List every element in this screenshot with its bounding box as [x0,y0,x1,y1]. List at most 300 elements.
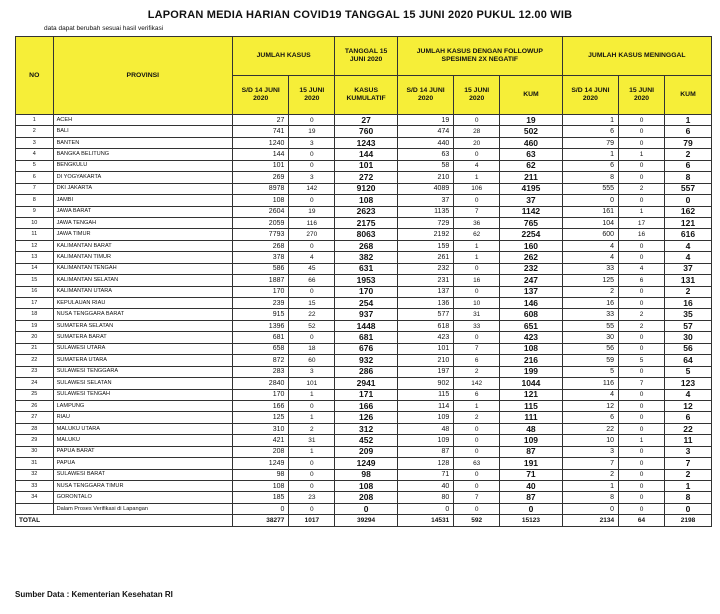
cell-kum-meninggal: 12 [664,400,711,411]
table-row [16,343,712,354]
cell-kum-followup: 63 [500,149,563,160]
cell-15juni-kasus: 142 [289,183,335,194]
cell-15juni-meninggal: 0 [619,423,665,434]
cell-kum-followup: 137 [500,286,563,297]
cell-kum-meninggal: 22 [664,423,711,434]
cell-kumulatif: 312 [335,423,398,434]
cell-sd14-followup: 618 [397,320,453,331]
cell-15juni-followup: 10 [454,298,500,309]
cell-kum-meninggal: 162 [664,206,711,217]
province-name: DKI JAKARTA [53,183,232,194]
table-row [16,355,712,366]
cell-kum-meninggal: 16 [664,298,711,309]
cell-sd14-kasus: 98 [233,469,289,480]
row-no: 18 [16,309,54,320]
province-name: PAPUA [53,458,232,469]
table-row [16,378,712,389]
cell-15juni-meninggal: 6 [619,275,665,286]
cell-kumulatif: 382 [335,252,398,263]
cell-sd14-kasus: 27 [233,115,289,126]
cell-sd14-kasus: 101 [233,160,289,171]
cell-15juni-followup: 1 [454,172,500,183]
table-row [16,263,712,274]
table-row [16,149,712,160]
cell-kum-followup: 48 [500,423,563,434]
cell-sd14-followup: 210 [397,355,453,366]
cell-sd14-meninggal: 6 [562,412,618,423]
cell-sd14-kasus: 108 [233,195,289,206]
cell-sd14-followup: 19 [397,115,453,126]
cell-sd14-followup: 109 [397,412,453,423]
row-no: 22 [16,355,54,366]
cell-kum-meninggal: 57 [664,320,711,331]
cell-15juni-followup: 2 [454,412,500,423]
cell-kum-meninggal: 6 [664,412,711,423]
cell-sd14-followup: 423 [397,332,453,343]
cell-15juni-meninggal: 0 [619,389,665,400]
cell-sd14-kasus: 872 [233,355,289,366]
cell-15juni-meninggal: 2 [619,183,665,194]
row-no: 16 [16,286,54,297]
cell-sd14-followup: 210 [397,172,453,183]
cell-kum-followup: 115 [500,400,563,411]
cell-kumulatif: 676 [335,343,398,354]
cell-sd14-meninggal: 125 [562,275,618,286]
cell-15juni-followup: 0 [454,435,500,446]
cell-15juni-meninggal: 0 [619,195,665,206]
province-name: BALI [53,126,232,137]
cell-kumulatif: 452 [335,435,398,446]
cell-sd14-meninggal: 59 [562,355,618,366]
cell-kum-meninggal: 0 [664,503,711,514]
cell-kum-followup: 460 [500,137,563,148]
cell-sd14-kasus: 586 [233,263,289,274]
total-sd14-kasus: 38277 [233,515,289,526]
cell-15juni-followup: 63 [454,458,500,469]
table-row [16,217,712,228]
total-label: TOTAL [16,515,233,526]
cell-15juni-followup: 0 [454,286,500,297]
row-no: 15 [16,275,54,286]
cell-15juni-meninggal: 0 [619,137,665,148]
cell-kumulatif: 209 [335,446,398,457]
cell-15juni-followup: 106 [454,183,500,194]
cell-kumulatif: 2941 [335,378,398,389]
row-no: 28 [16,423,54,434]
cell-15juni-meninggal: 0 [619,446,665,457]
province-name: Dalam Proses Verifikasi di Lapangan [53,503,232,514]
cell-kum-meninggal: 0 [664,195,711,206]
cell-kum-followup: 651 [500,320,563,331]
province-name: SULAWESI UTARA [53,343,232,354]
cell-sd14-meninggal: 4 [562,252,618,263]
cell-sd14-followup: 109 [397,435,453,446]
cell-15juni-kasus: 1 [289,446,335,457]
cell-15juni-followup: 33 [454,320,500,331]
table-row [16,332,712,343]
cell-15juni-followup: 20 [454,137,500,148]
cell-kum-followup: 37 [500,195,563,206]
cell-15juni-meninggal: 0 [619,469,665,480]
cell-sd14-followup: 231 [397,275,453,286]
cell-sd14-meninggal: 6 [562,160,618,171]
cell-15juni-kasus: 1 [289,389,335,400]
cell-sd14-followup: 40 [397,481,453,492]
cell-sd14-meninggal: 4 [562,240,618,251]
total-15juni-kasus: 1017 [289,515,335,526]
cell-kum-meninggal: 79 [664,137,711,148]
cell-kumulatif: 2623 [335,206,398,217]
cell-sd14-kasus: 1887 [233,275,289,286]
cell-15juni-meninggal: 0 [619,115,665,126]
header-sd14-followup: S/D 14 JUNI 2020 [397,76,453,115]
cell-kumulatif: 1249 [335,458,398,469]
cell-sd14-kasus: 269 [233,172,289,183]
cell-kum-meninggal: 1 [664,115,711,126]
cell-sd14-kasus: 310 [233,423,289,434]
covid-table [15,36,712,527]
cell-kum-followup: 62 [500,160,563,171]
row-no: 3 [16,137,54,148]
table-row [16,481,712,492]
province-name: SULAWESI TENGAH [53,389,232,400]
cell-kum-meninggal: 2 [664,149,711,160]
province-name: ACEH [53,115,232,126]
province-name: LAMPUNG [53,400,232,411]
cell-sd14-followup: 101 [397,343,453,354]
cell-15juni-followup: 0 [454,115,500,126]
cell-sd14-kasus: 2604 [233,206,289,217]
cell-sd14-followup: 729 [397,217,453,228]
cell-kumulatif: 170 [335,286,398,297]
cell-sd14-meninggal: 3 [562,446,618,457]
cell-sd14-kasus: 1240 [233,137,289,148]
cell-15juni-meninggal: 5 [619,355,665,366]
cell-15juni-kasus: 101 [289,378,335,389]
cell-sd14-kasus: 1396 [233,320,289,331]
cell-kumulatif: 8063 [335,229,398,240]
header-kumulatif: KASUS KUMULATIF [335,76,398,115]
table-row [16,137,712,148]
province-name: NUSA TENGGARA BARAT [53,309,232,320]
cell-kum-meninggal: 3 [664,446,711,457]
cell-15juni-followup: 2 [454,366,500,377]
cell-kumulatif: 108 [335,481,398,492]
header-provinsi: PROVINSI [53,37,232,115]
row-no: 19 [16,320,54,331]
cell-sd14-kasus: 166 [233,400,289,411]
cell-kum-meninggal: 35 [664,309,711,320]
province-name: JAWA BARAT [53,206,232,217]
row-no: 17 [16,298,54,309]
cell-sd14-kasus: 283 [233,366,289,377]
table-row [16,286,712,297]
cell-sd14-followup: 440 [397,137,453,148]
cell-kum-followup: 108 [500,343,563,354]
cell-sd14-followup: 115 [397,389,453,400]
cell-sd14-meninggal: 104 [562,217,618,228]
table-body [16,115,712,515]
total-kum-followup: 15123 [500,515,563,526]
row-no: 20 [16,332,54,343]
row-no: 4 [16,149,54,160]
table-row [16,160,712,171]
cell-15juni-followup: 0 [454,446,500,457]
cell-sd14-followup: 474 [397,126,453,137]
cell-kum-followup: 2254 [500,229,563,240]
row-no: 2 [16,126,54,137]
total-sd14-followup: 14531 [397,515,453,526]
cell-kum-followup: 765 [500,217,563,228]
cell-sd14-followup: 71 [397,469,453,480]
cell-15juni-followup: 1 [454,400,500,411]
cell-sd14-followup: 261 [397,252,453,263]
cell-kum-followup: 262 [500,252,563,263]
cell-15juni-kasus: 45 [289,263,335,274]
cell-sd14-meninggal: 8 [562,492,618,503]
table-row [16,172,712,183]
table-row [16,115,712,126]
row-no: 13 [16,252,54,263]
cell-sd14-meninggal: 6 [562,126,618,137]
report-title: LAPORAN MEDIA HARIAN COVID19 TANGGAL 15 JUNI 2020 PUKUL 12.00 WIB [147,9,573,21]
cell-15juni-kasus: 0 [289,195,335,206]
cell-15juni-kasus: 0 [289,115,335,126]
row-no: 7 [16,183,54,194]
cell-15juni-meninggal: 0 [619,252,665,263]
cell-kumulatif: 98 [335,469,398,480]
cell-kumulatif: 208 [335,492,398,503]
cell-kum-meninggal: 7 [664,458,711,469]
cell-15juni-kasus: 270 [289,229,335,240]
cell-sd14-kasus: 239 [233,298,289,309]
province-name: SUMATERA SELATAN [53,320,232,331]
header-group-tanggal: TANGGAL 15 JUNI 2020 [335,37,398,76]
table-row [16,400,712,411]
cell-kumulatif: 254 [335,298,398,309]
cell-kumulatif: 27 [335,115,398,126]
cell-kum-followup: 211 [500,172,563,183]
cell-kum-meninggal: 4 [664,252,711,263]
cell-kum-followup: 4195 [500,183,563,194]
cell-sd14-followup: 1135 [397,206,453,217]
cell-15juni-meninggal: 0 [619,412,665,423]
cell-sd14-meninggal: 1 [562,481,618,492]
cell-sd14-meninggal: 4 [562,389,618,400]
header-group-kasus: JUMLAH KASUS [233,37,335,76]
cell-sd14-kasus: 208 [233,446,289,457]
cell-15juni-followup: 0 [454,469,500,480]
province-name: SUMATERA BARAT [53,332,232,343]
header-no: NO [16,37,54,115]
cell-kumulatif: 268 [335,240,398,251]
cell-sd14-kasus: 185 [233,492,289,503]
row-no: 10 [16,217,54,228]
cell-sd14-kasus: 268 [233,240,289,251]
row-no: 32 [16,469,54,480]
cell-kum-meninggal: 6 [664,126,711,137]
cell-kumulatif: 1243 [335,137,398,148]
row-no: 5 [16,160,54,171]
cell-sd14-followup: 197 [397,366,453,377]
province-name: MALUKU UTARA [53,423,232,434]
row-no: 21 [16,343,54,354]
cell-kum-meninggal: 4 [664,389,711,400]
cell-15juni-kasus: 22 [289,309,335,320]
row-no: 11 [16,229,54,240]
cell-15juni-kasus: 18 [289,343,335,354]
cell-15juni-meninggal: 0 [619,503,665,514]
cell-kum-followup: 423 [500,332,563,343]
header-sd14-meninggal: S/D 14 JUNI 2020 [562,76,618,115]
cell-sd14-meninggal: 33 [562,309,618,320]
row-no: 8 [16,195,54,206]
cell-sd14-kasus: 421 [233,435,289,446]
cell-15juni-kasus: 0 [289,149,335,160]
cell-15juni-kasus: 23 [289,492,335,503]
cell-sd14-kasus: 108 [233,481,289,492]
total-15juni-meninggal: 64 [619,515,665,526]
province-name: BANGKA BELITUNG [53,149,232,160]
header-15juni-followup: 15 JUNI 2020 [454,76,500,115]
cell-kumulatif: 681 [335,332,398,343]
table-row [16,446,712,457]
province-name: KALIMANTAN TIMUR [53,252,232,263]
cell-kumulatif: 1448 [335,320,398,331]
province-name: JAMBI [53,195,232,206]
cell-15juni-meninggal: 4 [619,263,665,274]
cell-sd14-meninggal: 116 [562,378,618,389]
cell-15juni-followup: 16 [454,275,500,286]
cell-sd14-followup: 114 [397,400,453,411]
cell-kum-meninggal: 121 [664,217,711,228]
cell-kum-meninggal: 8 [664,492,711,503]
cell-kum-followup: 199 [500,366,563,377]
cell-kum-followup: 109 [500,435,563,446]
cell-15juni-kasus: 0 [289,286,335,297]
province-name: PAPUA BARAT [53,446,232,457]
cell-15juni-meninggal: 0 [619,240,665,251]
cell-sd14-meninggal: 22 [562,423,618,434]
province-name: KALIMANTAN UTARA [53,286,232,297]
header-kum-meninggal: KUM [664,76,711,115]
province-name: RIAU [53,412,232,423]
province-name: KEPULAUAN RIAU [53,298,232,309]
cell-15juni-followup: 0 [454,195,500,206]
cell-15juni-kasus: 19 [289,126,335,137]
province-name: NUSA TENGGARA TIMUR [53,481,232,492]
cell-sd14-meninggal: 2 [562,286,618,297]
cell-kum-followup: 608 [500,309,563,320]
cell-sd14-meninggal: 12 [562,400,618,411]
cell-sd14-followup: 0 [397,503,453,514]
cell-15juni-kasus: 1 [289,412,335,423]
province-name: SULAWESI BARAT [53,469,232,480]
cell-15juni-kasus: 0 [289,332,335,343]
cell-kum-meninggal: 1 [664,481,711,492]
cell-sd14-meninggal: 0 [562,195,618,206]
cell-sd14-meninggal: 33 [562,263,618,274]
data-source: Sumber Data : Kementerian Kesehatan RI [15,590,173,599]
table-row [16,183,712,194]
cell-sd14-followup: 902 [397,378,453,389]
cell-kumulatif: 0 [335,503,398,514]
cell-kumulatif: 937 [335,309,398,320]
header-15juni-meninggal: 15 JUNI 2020 [619,76,665,115]
row-no: 26 [16,400,54,411]
cell-sd14-meninggal: 16 [562,298,618,309]
cell-kum-followup: 160 [500,240,563,251]
table-row [16,206,712,217]
cell-15juni-meninggal: 2 [619,309,665,320]
cell-sd14-followup: 58 [397,160,453,171]
table-row [16,423,712,434]
cell-sd14-followup: 37 [397,195,453,206]
cell-sd14-kasus: 170 [233,389,289,400]
cell-kumulatif: 272 [335,172,398,183]
cell-kumulatif: 108 [335,195,398,206]
cell-15juni-kasus: 4 [289,252,335,263]
cell-sd14-kasus: 2840 [233,378,289,389]
cell-sd14-followup: 48 [397,423,453,434]
province-name: GORONTALO [53,492,232,503]
table-row [16,252,712,263]
cell-sd14-meninggal: 161 [562,206,618,217]
cell-sd14-meninggal: 600 [562,229,618,240]
cell-15juni-followup: 7 [454,343,500,354]
row-no: 9 [16,206,54,217]
cell-kum-meninggal: 2 [664,469,711,480]
table-row [16,298,712,309]
cell-sd14-kasus: 658 [233,343,289,354]
cell-15juni-meninggal: 0 [619,492,665,503]
table-row [16,240,712,251]
cell-15juni-kasus: 3 [289,366,335,377]
province-name: KALIMANTAN SELATAN [53,275,232,286]
cell-15juni-kasus: 0 [289,481,335,492]
cell-15juni-followup: 7 [454,206,500,217]
cell-sd14-meninggal: 56 [562,343,618,354]
cell-sd14-kasus: 0 [233,503,289,514]
cell-15juni-followup: 6 [454,355,500,366]
cell-sd14-kasus: 681 [233,332,289,343]
cell-15juni-meninggal: 0 [619,172,665,183]
row-no: 25 [16,389,54,400]
cell-sd14-kasus: 170 [233,286,289,297]
cell-sd14-meninggal: 7 [562,458,618,469]
cell-sd14-meninggal: 79 [562,137,618,148]
table-row [16,503,712,514]
row-no [16,503,54,514]
cell-kumulatif: 286 [335,366,398,377]
cell-15juni-kasus: 0 [289,240,335,251]
cell-kumulatif: 166 [335,400,398,411]
cell-kum-meninggal: 56 [664,343,711,354]
cell-15juni-followup: 0 [454,263,500,274]
province-name: MALUKU [53,435,232,446]
cell-15juni-meninggal: 0 [619,160,665,171]
cell-15juni-meninggal: 0 [619,286,665,297]
cell-15juni-followup: 62 [454,229,500,240]
row-no: 1 [16,115,54,126]
row-no: 31 [16,458,54,469]
cell-kum-meninggal: 64 [664,355,711,366]
verification-note: data dapat berubah sesuai hasil verifikasi [44,25,164,32]
cell-15juni-followup: 4 [454,160,500,171]
cell-sd14-kasus: 144 [233,149,289,160]
province-name: KALIMANTAN BARAT [53,240,232,251]
cell-sd14-meninggal: 5 [562,366,618,377]
